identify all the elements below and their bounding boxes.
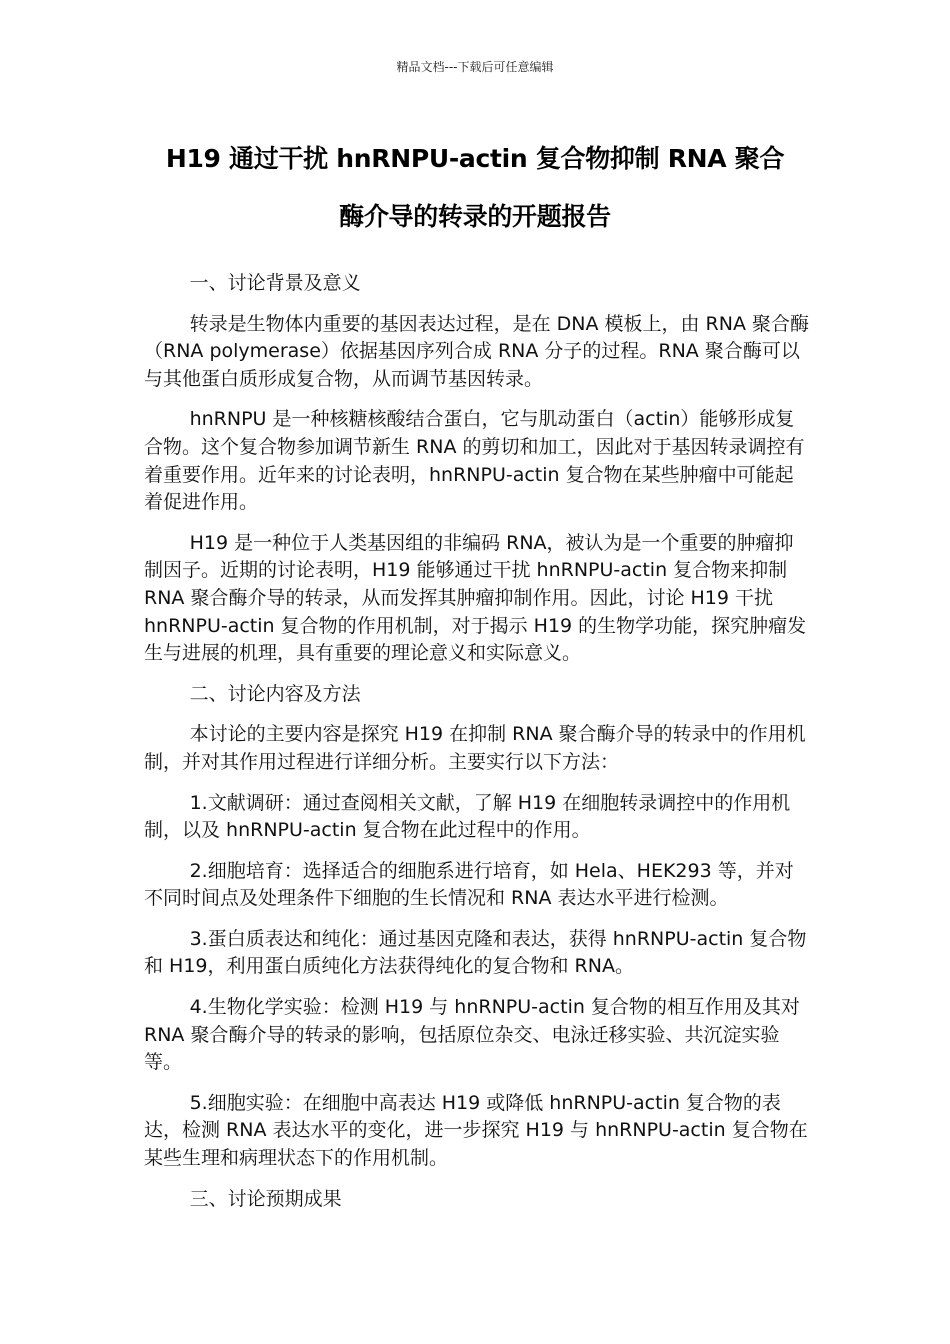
document-title-line-2: 酶介导的转录的开题报告 [339, 202, 611, 231]
document-body [144, 270, 812, 1226]
page-header: 精品文档---下载后可任意编辑 [396, 60, 554, 74]
method-item: 2.细胞培育：选择适合的细胞系进行培育，如 Hela、HEK293 等，并对不同时间点及处理条件下细胞的生长情况和 RNA 表达水平进行检测。 [144, 859, 794, 910]
section-heading: 一、讨论背景及意义 [189, 272, 361, 294]
body-paragraph: 转录是生物体内重要的基因表达过程，是在 DNA 模板上，由 RNA 聚合酶（RNA polymerase）依据基因序列合成 RNA 分子的过程。RNA 聚合酶可以与其他蛋白质形成复合物，从而调节基因转录。 [144, 312, 810, 390]
method-item: 3.蛋白质表达和纯化：通过基因克隆和表达，获得 hnRNPU-actin 复合物和 H19，利用蛋白质纯化方法获得纯化的复合物和 RNA。 [144, 927, 807, 978]
method-item: 4.生物化学实验：检测 H19 与 hnRNPU-actin 复合物的相互作用及其对 RNA 聚合酶介导的转录的影响，包括原位杂交、电泳迁移实验、共沉淀实验等。 [144, 996, 800, 1074]
section-heading: 二、讨论内容及方法 [189, 682, 361, 705]
body-paragraph: 本讨论的主要内容是探究 H19 在抑制 RNA 聚合酶介导的转录中的作用机制，并对其作用过程进行详细分析。主要实行以下方法： [144, 723, 806, 773]
body-paragraph: H19 是一种位于人类基因组的非编码 RNA，被认为是一个重要的肿瘤抑制因子。近期的讨论表明，H19 能够通过干扰 hnRNPU-actin 复合物来抑制 RNA 聚合酶介导的转录，从而发挥其肿瘤抑制作用。因此，讨论 H19 干扰 hnRNPU-actin 复合物的作用机制，对于揭示 H19 的生物学功能，探究肿瘤发生与进展的机理，具有重要的理论意义和实际意义。 [144, 531, 807, 665]
body-paragraph: hnRNPU 是一种核糖核酸结合蛋白，它与肌动蛋白（actin）能够形成复合物。这个复合物参加调节新生 RNA 的剪切和加工，因此对于基因转录调控有着重要作用。近年来的讨论表明，hnRNPU-actin 复合物在某些肿瘤中可能起着促进作用。 [144, 408, 805, 514]
section-heading: 三、讨论预期成果 [189, 1187, 342, 1210]
method-item: 1.文献调研：通过查阅相关文献，了解 H19 在细胞转录调控中的作用机制，以及 hnRNPU-actin 复合物在此过程中的作用。 [144, 791, 791, 842]
method-item: 5.细胞实验：在细胞中高表达 H19 或降低 hnRNPU-actin 复合物的表达，检测 RNA 表达水平的变化，进一步探究 H19 与 hnRNPU-actin 复合物在某些生理和病理状态下的作用机制。 [144, 1091, 808, 1170]
document-title-line-1: H19 通过干扰 hnRNPU-actin 复合物抑制 RNA 聚合 [165, 144, 785, 173]
